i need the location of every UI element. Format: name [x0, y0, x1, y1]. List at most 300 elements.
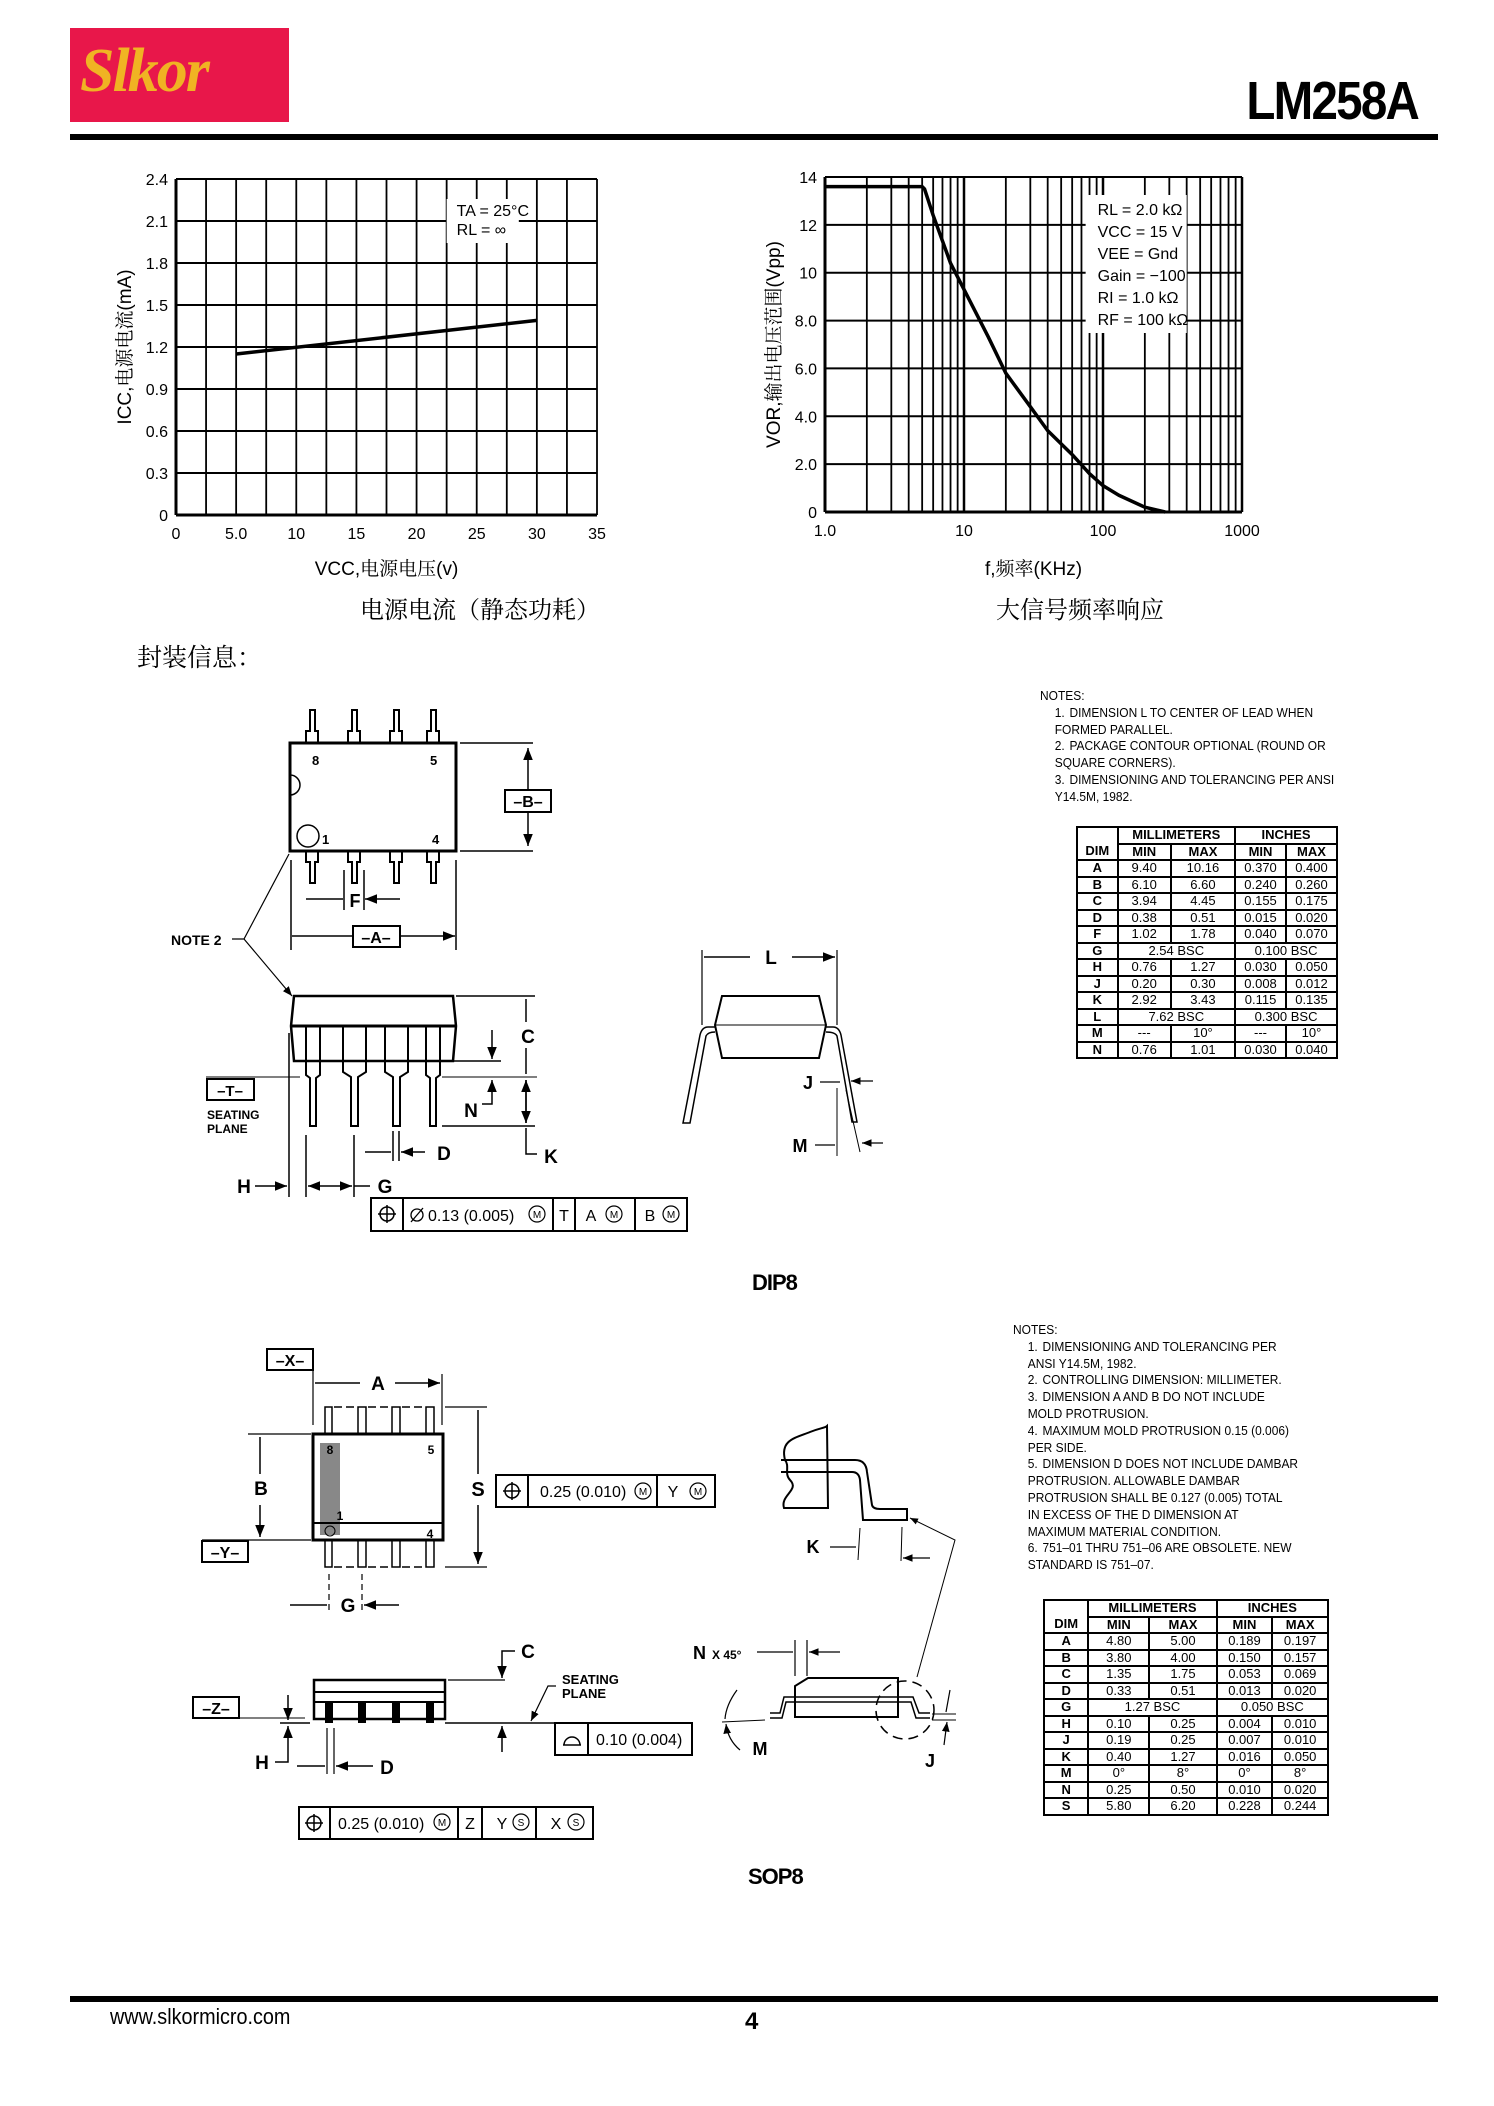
note-number: 5.	[1027, 1456, 1038, 1472]
datum-y: Y	[667, 1484, 679, 1501]
dim-c-label: C	[521, 1642, 535, 1663]
note-line: PROTRUSION SHALL BE 0.127 (0.005) TOTAL	[1027, 1489, 1283, 1505]
dim-cell: A	[1044, 1633, 1088, 1650]
value-cell: 0.015	[1235, 910, 1286, 927]
dim-k-label: K	[544, 1147, 558, 1168]
note-line	[1013, 1540, 1298, 1557]
dim-cell: H	[1044, 1716, 1088, 1733]
note-text: DIMENSIONING AND TOLERANCING PER ANSI	[1069, 771, 1335, 787]
value-cell: 0.007	[1217, 1732, 1273, 1749]
chart1-caption: 电源电流（静态功耗）	[360, 596, 600, 624]
note-line: MOLD PROTRUSION.	[1027, 1405, 1149, 1421]
note-line	[1013, 1339, 1298, 1356]
dim-cell: N	[1077, 1042, 1118, 1059]
value-cell: 0.135	[1286, 992, 1337, 1009]
dim-cell: M	[1044, 1765, 1088, 1782]
pin-8-label: 8	[312, 753, 320, 768]
modifier-m: M	[693, 1487, 703, 1498]
datum-x-label: –X–	[275, 1353, 305, 1370]
dip-dimension-table	[1076, 826, 1338, 1059]
note-number: 2.	[1027, 1372, 1038, 1388]
column-header: MIN	[1088, 1617, 1149, 1634]
note-number: 1.	[1027, 1338, 1038, 1354]
value-cell: 1.27	[1149, 1749, 1216, 1766]
dim-h-label: H	[255, 1753, 269, 1774]
x-tick-label: 35	[588, 526, 606, 543]
datum-x: X	[550, 1816, 562, 1833]
page-number: 4	[745, 2008, 759, 2035]
sop-position-tolerance-frame-2	[299, 1807, 593, 1839]
value-cell: 0.240	[1235, 877, 1286, 894]
value-cell: 0.010	[1272, 1732, 1328, 1749]
dim-k-label: K	[806, 1537, 820, 1557]
dim-g-label: G	[377, 1177, 393, 1198]
dim-cell: B	[1077, 877, 1118, 894]
group-header-inches: INCHES	[1235, 827, 1337, 844]
footer-website[interactable]: www.slkormicro.com	[110, 2004, 291, 2029]
x-axis-label: VCC,电源电压(v)	[314, 559, 459, 580]
datum-t: T	[559, 1208, 569, 1225]
dim-b-label: –B–	[513, 794, 543, 811]
y-tick-label: 1.8	[145, 256, 168, 273]
dim-cell: N	[1044, 1782, 1088, 1799]
annotation-text: Gain = −100	[1097, 268, 1186, 285]
dip8-end-view	[683, 948, 883, 1156]
flatness-value: 0.10 (0.004)	[596, 1732, 683, 1749]
y-tick-label: 14	[799, 170, 817, 187]
sop-dimension-table	[1043, 1599, 1329, 1816]
value-cell: 8°	[1149, 1765, 1216, 1782]
table-row	[1044, 1798, 1328, 1815]
group-header-millimeters: MILLIMETERS	[1088, 1600, 1216, 1617]
footer-divider	[70, 1996, 1438, 2002]
package-section-title: 封装信息：	[137, 643, 263, 672]
dim-m-label: M	[792, 1136, 808, 1156]
value-cell: 0.30	[1171, 976, 1235, 993]
value-cell: 0.76	[1118, 959, 1171, 976]
value-cell: 0.244	[1272, 1798, 1328, 1815]
dip8-top-view	[171, 710, 551, 996]
modifier-s: S	[517, 1818, 525, 1829]
dim-cell: L	[1077, 1009, 1118, 1026]
part-number: LM258A	[1246, 71, 1418, 131]
value-cell: 0.33	[1088, 1683, 1149, 1700]
x-tick-label: 1000	[1224, 523, 1260, 540]
dim-cell: K	[1077, 992, 1118, 1009]
dim-m-label: M	[752, 1739, 768, 1759]
value-cell: 1.27 BSC	[1088, 1699, 1216, 1716]
sop-position-tolerance-frame-1	[496, 1475, 715, 1507]
note-line	[1013, 1372, 1298, 1389]
value-cell: 0.010	[1272, 1716, 1328, 1733]
value-cell: 1.02	[1118, 926, 1171, 943]
x-tick-label: 25	[467, 526, 486, 543]
value-cell: 4.45	[1171, 893, 1235, 910]
table-row	[1044, 1749, 1328, 1766]
annotation-text: VEE = Gnd	[1097, 246, 1179, 263]
annotation-text: RL = ∞	[456, 222, 507, 239]
dip-tolerance-value: 0.13 (0.005)	[428, 1208, 515, 1225]
x-tick-label: 0	[171, 526, 181, 543]
value-cell: 10°	[1286, 1025, 1337, 1042]
value-cell: 0.400	[1286, 860, 1337, 877]
value-cell: 0.016	[1217, 1749, 1273, 1766]
column-header: MAX	[1272, 1617, 1328, 1634]
table-row	[1077, 959, 1337, 976]
note-line: FORMED PARALLEL.	[1054, 721, 1173, 737]
value-cell: 0.157	[1272, 1650, 1328, 1667]
value-cell: 0.069	[1272, 1666, 1328, 1683]
value-cell: 0.013	[1217, 1683, 1273, 1700]
y-tick-label: 10	[799, 265, 817, 283]
y-tick-label: 0	[808, 505, 817, 522]
value-cell: 0.25	[1149, 1716, 1216, 1733]
x-axis-label: f,频率(KHz)	[984, 559, 1083, 580]
table-row	[1077, 860, 1337, 877]
table-row	[1077, 893, 1337, 910]
group-header-millimeters: MILLIMETERS	[1118, 827, 1236, 844]
pin-5-label: 5	[427, 1443, 435, 1457]
plane-label: PLANE	[562, 1686, 607, 1701]
note-number: 4.	[1027, 1422, 1038, 1438]
dim-b-label: B	[254, 1479, 268, 1500]
table-row	[1044, 1716, 1328, 1733]
value-cell: 0.008	[1235, 976, 1286, 993]
value-cell: 10°	[1171, 1025, 1235, 1042]
datum-y-label: –Y–	[210, 1545, 240, 1562]
y-tick-label: 2.1	[145, 214, 168, 231]
value-cell: 0.020	[1272, 1683, 1328, 1700]
sop8-top-view	[202, 1349, 715, 1617]
sop-tolerance-value-2: 0.25 (0.010)	[338, 1816, 425, 1833]
y-tick-label: 0.6	[145, 424, 168, 441]
pin-4-label: 4	[432, 832, 440, 847]
value-cell: 0.030	[1235, 959, 1286, 976]
note-text: DIMENSION D DOES NOT INCLUDE DAMBAR	[1042, 1456, 1299, 1472]
note-text: DIMENSION A AND B DO NOT INCLUDE	[1042, 1389, 1265, 1405]
dim-g-label: G	[340, 1596, 356, 1617]
value-cell: 1.78	[1171, 926, 1235, 943]
pin-1-label: 1	[336, 1509, 344, 1523]
table-row	[1044, 1666, 1328, 1683]
value-cell: 0.020	[1272, 1782, 1328, 1799]
value-cell: 0.25	[1149, 1732, 1216, 1749]
x-tick-label: 5.0	[225, 526, 248, 543]
column-header: MAX	[1149, 1617, 1216, 1634]
note-line: PROTRUSION. ALLOWABLE DAMBAR	[1027, 1473, 1240, 1489]
value-cell: 0.012	[1286, 976, 1337, 993]
value-cell: 0.050	[1272, 1749, 1328, 1766]
note-line	[1040, 738, 1334, 755]
value-cell: 0.10	[1088, 1716, 1149, 1733]
dim-n-label: N	[464, 1101, 478, 1122]
table-group-header	[1077, 827, 1337, 844]
dim-cell: A	[1077, 860, 1118, 877]
value-cell: 1.35	[1088, 1666, 1149, 1683]
value-cell: 0.050 BSC	[1217, 1699, 1328, 1716]
note-number: 6.	[1027, 1540, 1038, 1556]
y-tick-label: 0	[159, 508, 168, 525]
value-cell: 0.020	[1286, 910, 1337, 927]
dim-f-label: F	[349, 891, 361, 911]
value-cell: 6.60	[1171, 877, 1235, 894]
table-row	[1044, 1782, 1328, 1799]
value-cell: 5.00	[1149, 1633, 1216, 1650]
value-cell: 0.070	[1286, 926, 1337, 943]
logo-text: Slkor	[80, 37, 208, 105]
column-header: MIN	[1235, 844, 1286, 861]
value-cell: 0.175	[1286, 893, 1337, 910]
value-cell: 0.260	[1286, 877, 1337, 894]
value-cell: 0.76	[1118, 1042, 1171, 1059]
column-header: DIM	[1077, 844, 1118, 861]
value-cell: 0.004	[1217, 1716, 1273, 1733]
note-number: 1.	[1054, 704, 1065, 720]
dim-cell: D	[1044, 1683, 1088, 1700]
dim-cell: G	[1044, 1699, 1088, 1716]
dim-c-label: C	[521, 1027, 535, 1048]
dim-cell: B	[1044, 1650, 1088, 1667]
annotation-text: RF = 100 kΩ	[1097, 312, 1189, 329]
modifier-m: M	[609, 1210, 619, 1221]
dim-s-label: S	[471, 1479, 485, 1501]
value-cell: 1.75	[1149, 1666, 1216, 1683]
value-cell: 0.50	[1149, 1782, 1216, 1799]
table-row	[1077, 1009, 1337, 1026]
value-cell: 0.51	[1171, 910, 1235, 927]
note-text: DIMENSION L TO CENTER OF LEAD WHEN	[1069, 704, 1314, 720]
dim-cell: K	[1044, 1749, 1088, 1766]
dim-cell: F	[1077, 926, 1118, 943]
modifier-m: M	[532, 1210, 542, 1221]
value-cell: 0.189	[1217, 1633, 1273, 1650]
note-number: 2.	[1054, 738, 1065, 754]
annotation-text: RI = 1.0 kΩ	[1097, 290, 1179, 307]
value-cell: 0.155	[1235, 893, 1286, 910]
table-row	[1044, 1732, 1328, 1749]
note-line	[1013, 1456, 1298, 1473]
table-row	[1044, 1765, 1328, 1782]
datum-a: A	[585, 1208, 597, 1225]
datum-b: B	[644, 1208, 656, 1225]
note-text: DIMENSIONING AND TOLERANCING PER	[1042, 1338, 1277, 1354]
dim-d-label: D	[380, 1758, 394, 1779]
column-header: MIN	[1217, 1617, 1273, 1634]
value-cell: 0.228	[1217, 1798, 1273, 1815]
note-line	[1040, 772, 1334, 789]
note-text: 751–01 THRU 751–06 ARE OBSOLETE. NEW	[1042, 1540, 1292, 1556]
notes-title: NOTES:	[1040, 688, 1085, 703]
sop8-side-view	[193, 1642, 692, 1839]
value-cell: 10.16	[1171, 860, 1235, 877]
note-number: 3.	[1054, 771, 1065, 787]
column-header: DIM	[1044, 1617, 1088, 1634]
value-cell: 6.20	[1149, 1798, 1216, 1815]
note-text: PACKAGE CONTOUR OPTIONAL (ROUND OR	[1069, 738, 1326, 754]
value-cell: 0.25	[1088, 1782, 1149, 1799]
table-row	[1077, 877, 1337, 894]
dim-cell: S	[1044, 1798, 1088, 1815]
x-tick-label: 10	[287, 526, 306, 543]
dip-position-tolerance-frame	[371, 1198, 687, 1231]
y-tick-label: 1.5	[145, 298, 168, 315]
table-row	[1077, 943, 1337, 960]
pin-4-label: 4	[426, 1527, 434, 1541]
value-cell: 0°	[1217, 1765, 1273, 1782]
table-row	[1044, 1650, 1328, 1667]
value-cell: 0.20	[1118, 976, 1171, 993]
value-cell: 3.43	[1171, 992, 1235, 1009]
annotation-text: VCC = 15 V	[1097, 224, 1183, 241]
value-cell: 4.00	[1149, 1650, 1216, 1667]
column-header: MAX	[1286, 844, 1337, 861]
note-line: MAXIMUM MATERIAL CONDITION.	[1027, 1523, 1222, 1539]
note-line: Y14.5M, 1982.	[1054, 788, 1133, 804]
dim-h-label: H	[237, 1177, 251, 1198]
note-line	[1040, 705, 1334, 722]
table-corner	[1077, 827, 1118, 844]
value-cell: 3.80	[1088, 1650, 1149, 1667]
x-tick-label: 1.0	[813, 523, 837, 540]
y-tick-label: 2.4	[145, 172, 168, 189]
dim-j-label: J	[924, 1751, 936, 1771]
pin-8-label: 8	[326, 1443, 334, 1457]
value-cell: 4.80	[1088, 1633, 1149, 1650]
table-row	[1044, 1633, 1328, 1650]
dim-j-label: J	[802, 1073, 814, 1093]
value-cell: 0.40	[1088, 1749, 1149, 1766]
x-tick-label: 100	[1089, 523, 1117, 540]
pin-5-label: 5	[430, 753, 438, 768]
dim-cell: C	[1077, 893, 1118, 910]
note-line: PER SIDE.	[1027, 1439, 1087, 1455]
y-tick-label: 1.2	[145, 340, 168, 357]
value-cell: 0.040	[1235, 926, 1286, 943]
value-cell: 0.100 BSC	[1235, 943, 1337, 960]
x-tick-label: 30	[527, 526, 546, 543]
value-cell: 0.197	[1272, 1633, 1328, 1650]
table-row	[1077, 976, 1337, 993]
value-cell: 0.370	[1235, 860, 1286, 877]
dip-notes	[1040, 688, 1334, 806]
value-cell: 5.80	[1088, 1798, 1149, 1815]
x-tick-label: 15	[347, 526, 366, 543]
dim-a-label: A	[371, 1374, 385, 1395]
dim-n-label: N	[693, 1643, 706, 1663]
note-2-label: NOTE 2	[171, 932, 222, 948]
chart2-caption: 大信号频率响应	[996, 596, 1164, 624]
sop8-lead-detail	[693, 1426, 956, 1771]
table-corner	[1044, 1600, 1088, 1617]
seating-label: SEATING	[207, 1108, 260, 1122]
value-cell: 0.150	[1217, 1650, 1273, 1667]
datum-z-label: –Z–	[202, 1701, 230, 1718]
note-line	[1013, 1389, 1298, 1406]
note-line: STANDARD IS 751–07.	[1027, 1557, 1154, 1573]
y-tick-label: 0.3	[145, 466, 168, 483]
dim-cell: M	[1077, 1025, 1118, 1042]
chamfer-angle-label: X 45°	[712, 1648, 742, 1662]
table-row	[1077, 926, 1337, 943]
table-group-header	[1044, 1600, 1328, 1617]
x-tick-label: 20	[407, 526, 426, 543]
dip8-title: DIP8	[752, 1270, 797, 1295]
datum-t-label: –T–	[217, 1083, 243, 1100]
value-cell: 0.010	[1217, 1782, 1273, 1799]
value-cell: 0.040	[1286, 1042, 1337, 1059]
value-cell: 0.053	[1217, 1666, 1273, 1683]
note-text: CONTROLLING DIMENSION: MILLIMETER.	[1042, 1372, 1282, 1388]
datum-y: Y	[496, 1816, 508, 1833]
value-cell: 9.40	[1118, 860, 1171, 877]
value-cell: 2.92	[1118, 992, 1171, 1009]
y-tick-label: 12	[799, 217, 817, 235]
table-row	[1077, 1042, 1337, 1059]
value-cell: 0°	[1088, 1765, 1149, 1782]
table-row	[1077, 910, 1337, 927]
dim-cell: C	[1044, 1666, 1088, 1683]
flatness-frame	[555, 1723, 692, 1755]
table-row	[1077, 1025, 1337, 1042]
sop-notes	[1013, 1322, 1298, 1574]
value-cell: 0.115	[1235, 992, 1286, 1009]
table-row	[1044, 1699, 1328, 1716]
note-line	[1013, 1423, 1298, 1440]
note-number: 3.	[1027, 1389, 1038, 1405]
note-line: IN EXCESS OF THE D DIMENSION AT	[1027, 1506, 1239, 1522]
value-cell: ---	[1118, 1025, 1171, 1042]
value-cell: 0.030	[1235, 1042, 1286, 1059]
value-cell: 1.27	[1171, 959, 1235, 976]
value-cell: 7.62 BSC	[1118, 1009, 1236, 1026]
dim-a-label: –A–	[361, 930, 391, 947]
plane-label: PLANE	[207, 1122, 248, 1136]
value-cell: 0.51	[1149, 1683, 1216, 1700]
dim-l-label: L	[765, 948, 777, 969]
y-tick-label: 8.0	[794, 313, 817, 331]
dim-d-label: D	[437, 1144, 451, 1165]
sop-tolerance-value-1: 0.25 (0.010)	[540, 1484, 627, 1501]
seating-label: SEATING	[562, 1672, 619, 1687]
annotation-text: TA = 25°C	[456, 203, 530, 220]
value-cell: 0.300 BSC	[1235, 1009, 1337, 1026]
pin-1-label: 1	[322, 832, 330, 847]
column-header: MIN	[1118, 844, 1171, 861]
y-tick-label: 4.0	[794, 409, 817, 427]
y-axis-label: VOR,输出电压范围(Vpp)	[764, 241, 785, 448]
annotation-text: RL = 2.0 kΩ	[1097, 202, 1183, 219]
dim-cell: G	[1077, 943, 1118, 960]
dim-cell: D	[1077, 910, 1118, 927]
value-cell: 0.38	[1118, 910, 1171, 927]
value-cell: 0.19	[1088, 1732, 1149, 1749]
modifier-m: M	[666, 1210, 676, 1221]
table-column-header	[1044, 1617, 1328, 1634]
value-cell: ---	[1235, 1025, 1286, 1042]
value-cell: 2.54 BSC	[1118, 943, 1236, 960]
y-tick-label: 2.0	[794, 457, 817, 475]
value-cell: 1.01	[1171, 1042, 1235, 1059]
note-text: MAXIMUM MOLD PROTRUSION 0.15 (0.006)	[1042, 1422, 1289, 1438]
note-line: ANSI Y14.5M, 1982.	[1027, 1355, 1137, 1371]
modifier-m: M	[437, 1818, 447, 1829]
table-row	[1044, 1683, 1328, 1700]
table-row	[1077, 992, 1337, 1009]
datum-z: Z	[465, 1816, 475, 1833]
y-tick-label: 6.0	[794, 361, 817, 379]
table-column-header	[1077, 844, 1337, 861]
column-header: MAX	[1171, 844, 1235, 861]
